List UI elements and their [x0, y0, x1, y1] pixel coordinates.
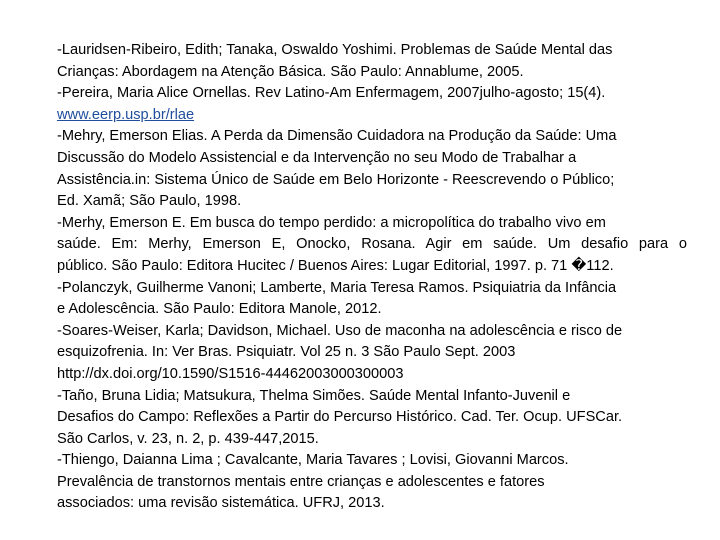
reference-line: Prevalência de transtornos mentais entre crianças e adolescentes e fatores [57, 473, 545, 490]
reference-line: Discussão do Modelo Assistencial e da Intervenção no seu Modo de Trabalhar a [57, 149, 577, 166]
reference-line: Assistência.in: Sistema Único de Saúde em Belo Horizonte - Reescrevendo o Público; [57, 171, 615, 188]
reference-list [57, 40, 687, 515]
reference-line: Ed. Xamã; São Paulo, 1998. [57, 193, 242, 210]
reference-line: -Soares-Weiser, Karla; Davidson, Michael. Uso de maconha na adolescência e risco de [57, 322, 623, 339]
reference-line: público. São Paulo: Editora Hucitec / Buenos Aires: Lugar Editorial, 1997. p. 71 �112. [57, 257, 614, 274]
reference-line: associados: uma revisão sistemática. UFRJ, 2013. [57, 495, 385, 512]
reference-line: São Carlos, v. 23, n. 2, p. 439-447,2015. [57, 430, 319, 447]
reference-line: saúde. Em: Merhy, Emerson E, Onocko, Rosana. Agir em saúde. Um desafio para o [57, 236, 687, 253]
reference-line: -Mehry, Emerson Elias. A Perda da Dimensão Cuidadora na Produção da Saúde: Uma [57, 128, 617, 145]
reference-line: -Polanczyk, Guilherme Vanoni; Lamberte, Maria Teresa Ramos. Psiquiatria da Infância [57, 279, 617, 296]
reference-line: -Thiengo, Daianna Lima ; Cavalcante, Maria Tavares ; Lovisi, Giovanni Marcos. [57, 452, 569, 469]
reference-link[interactable]: www.eerp.usp.br/rlae [57, 106, 195, 123]
reference-line: esquizofrenia. In: Ver Bras. Psiquiatr. Vol 25 n. 3 São Paulo Sept. 2003 [57, 344, 516, 361]
reference-line: Desafios do Campo: Reflexões a Partir do Percurso Histórico. Cad. Ter. Ocup. UFSCar. [57, 409, 623, 426]
reference-line: -Merhy, Emerson E. Em busca do tempo perdido: a micropolítica do trabalho vivo em [57, 214, 606, 231]
reference-line: e Adolescência. São Paulo: Editora Manole, 2012. [57, 301, 382, 318]
reference-line: Crianças: Abordagem na Atenção Básica. São Paulo: Annablume, 2005. [57, 63, 524, 80]
reference-line: -Taño, Bruna Lidia; Matsukura, Thelma Simões. Saúde Mental Infanto-Juvenil e [57, 387, 571, 404]
reference-line: -Pereira, Maria Alice Ornellas. Rev Latino-Am Enfermagem, 2007julho-agosto; 15(4). [57, 85, 606, 102]
reference-line: -Lauridsen-Ribeiro, Edith; Tanaka, Oswaldo Yoshimi. Problemas de Saúde Mental das [57, 42, 613, 58]
reference-doi-line: http://dx.doi.org/10.1590/S1516-44462003000300003 [57, 365, 404, 382]
reference-link-line [57, 105, 687, 127]
